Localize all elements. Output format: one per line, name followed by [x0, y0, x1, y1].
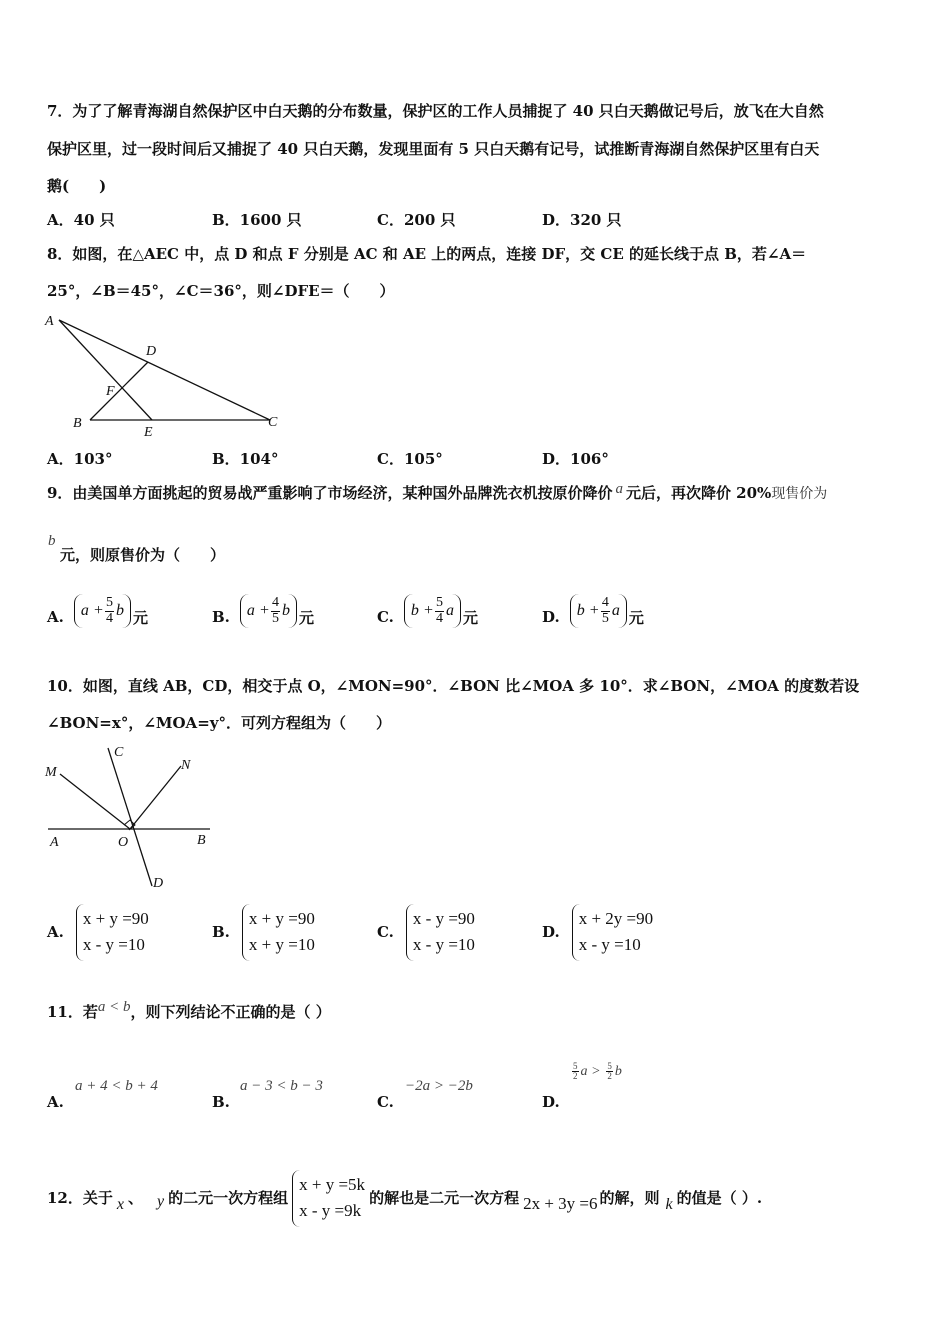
- q8-option-c: C．105°: [377, 450, 443, 468]
- q9-option-b: B. a + $\frac{4}{5}$ b 元: [212, 595, 315, 627]
- q11-option-c-expr: −2a > −2b: [405, 1078, 473, 1094]
- ray-on: [130, 766, 181, 829]
- q9-text-part2: 元后，再次降价 20%: [625, 484, 772, 502]
- segment-ac: [59, 320, 270, 420]
- q10-text-line1: 10．如图，直线 AB，CD，相交于点 O，∠MON=90°．∠BON 比∠MOA 多 10°．求∠BON，∠MOA 的度数若设: [47, 677, 860, 695]
- q9-var-b: b: [48, 533, 56, 549]
- q7-option-c: C．200 只: [377, 211, 456, 229]
- q12-var-y: y: [157, 1193, 165, 1211]
- q11-option-c-label: C.: [377, 1093, 394, 1111]
- q9-text-line2: 元，则原售价为（ ）: [60, 546, 226, 564]
- q10-option-c: C. x - y =90 x - y =10: [377, 904, 475, 961]
- q12-text: 12．关于 x 、 y 的二元一次方程组 x + y =5k x - y =9k 的解也是二元一次方程 2x + 3y =6 的解，则 k 的值是（ ）.: [47, 1170, 762, 1227]
- q9-text-part3: 现售价为: [771, 486, 828, 502]
- q10-option-b: B. x + y =90 x + y =10: [212, 904, 315, 961]
- q11-text: 11．若a < b，则下列结论不正确的是（ ）: [47, 999, 331, 1021]
- q8-option-b: B．104°: [212, 450, 279, 468]
- q11-option-d-expr: $\frac{5}{2}$ a > $\frac{5}{2}$ b: [573, 1061, 622, 1082]
- q7-text-line2: 保护区里，过一段时间后又捕捉了 40 只白天鹅，发现里面有 5 只白天鹅有记号，试推断青海湖自然保护区里有白天: [47, 140, 820, 158]
- q11-option-a-label: A.: [47, 1093, 64, 1111]
- label-f: F: [106, 384, 115, 399]
- q9-var-a: a: [615, 481, 623, 497]
- q7-option-a: A．40 只: [47, 211, 115, 229]
- q9-option-d: D. b + $\frac{4}{5}$ a 元: [542, 595, 644, 627]
- q9-text-part1: 9．由美国单方面挑起的贸易战严重影响了市场经济，某种国外品牌洗衣机按原价降价: [47, 484, 613, 502]
- label-c: C: [268, 415, 278, 430]
- q11-option-b-expr: a − 3 < b − 3: [240, 1078, 323, 1094]
- q12-equation-system: x + y =5k x - y =9k: [292, 1170, 365, 1227]
- q9-option-a: A. a + $\frac{5}{4}$ b 元: [47, 595, 149, 627]
- q7-option-b: B．1600 只: [212, 211, 302, 229]
- q7-text-line3: 鹅( ): [47, 177, 107, 195]
- q9-text-line1: [47, 481, 828, 502]
- q8-text-line1: 8．如图，在△AEC 中，点 D 和点 F 分别是 AC 和 AE 上的两点，连接 DF，交 CE 的延长线于点 B，若∠A＝: [47, 245, 807, 263]
- q11-option-d-label: D.: [542, 1093, 560, 1111]
- q12-var-x: x: [116, 1196, 124, 1214]
- q11-option-b-label: B.: [212, 1093, 230, 1111]
- segment-bd: [90, 362, 148, 420]
- q10-angle-figure: [40, 738, 220, 898]
- q11-option-a-expr: a + 4 < b + 4: [75, 1078, 158, 1094]
- q10-option-a: A. x + y =90 x - y =10: [47, 904, 149, 961]
- label-a: A: [45, 314, 54, 329]
- q7-text-line1: 7．为了了解青海湖自然保护区中白天鹅的分布数量，保护区的工作人员捕捉了 40 只白天鹅做记号后，放飞在大自然: [47, 102, 824, 120]
- label-a: A: [50, 835, 59, 850]
- q11-condition: a < b: [97, 999, 131, 1015]
- label-m: M: [45, 765, 57, 780]
- q8-option-d: D．106°: [542, 450, 609, 468]
- label-b: B: [73, 416, 82, 431]
- label-d: D: [153, 876, 164, 891]
- label-c: C: [114, 745, 124, 760]
- q12-equation: 2x + 3y =6: [523, 1194, 598, 1214]
- label-o: O: [118, 835, 129, 850]
- label-b: B: [197, 833, 206, 848]
- q8-option-a: A．103°: [47, 450, 113, 468]
- q8-text-line2: 25°，∠B＝45°，∠C＝36°，则∠DFE＝（ ）: [47, 282, 395, 300]
- label-n: N: [181, 758, 191, 773]
- q10-text-line2: ∠BON=x°，∠MOA=y°．可列方程组为（ ）: [47, 714, 391, 732]
- label-e: E: [144, 425, 153, 440]
- q9-option-c: C. b + $\frac{5}{4}$ a 元: [377, 595, 479, 627]
- q10-option-d: D. x + 2y =90 x - y =10: [542, 904, 653, 961]
- label-d: D: [146, 344, 157, 359]
- q8-triangle-figure: [40, 310, 290, 440]
- q7-option-d: D．320 只: [542, 211, 622, 229]
- q12-var-k: k: [665, 1196, 673, 1214]
